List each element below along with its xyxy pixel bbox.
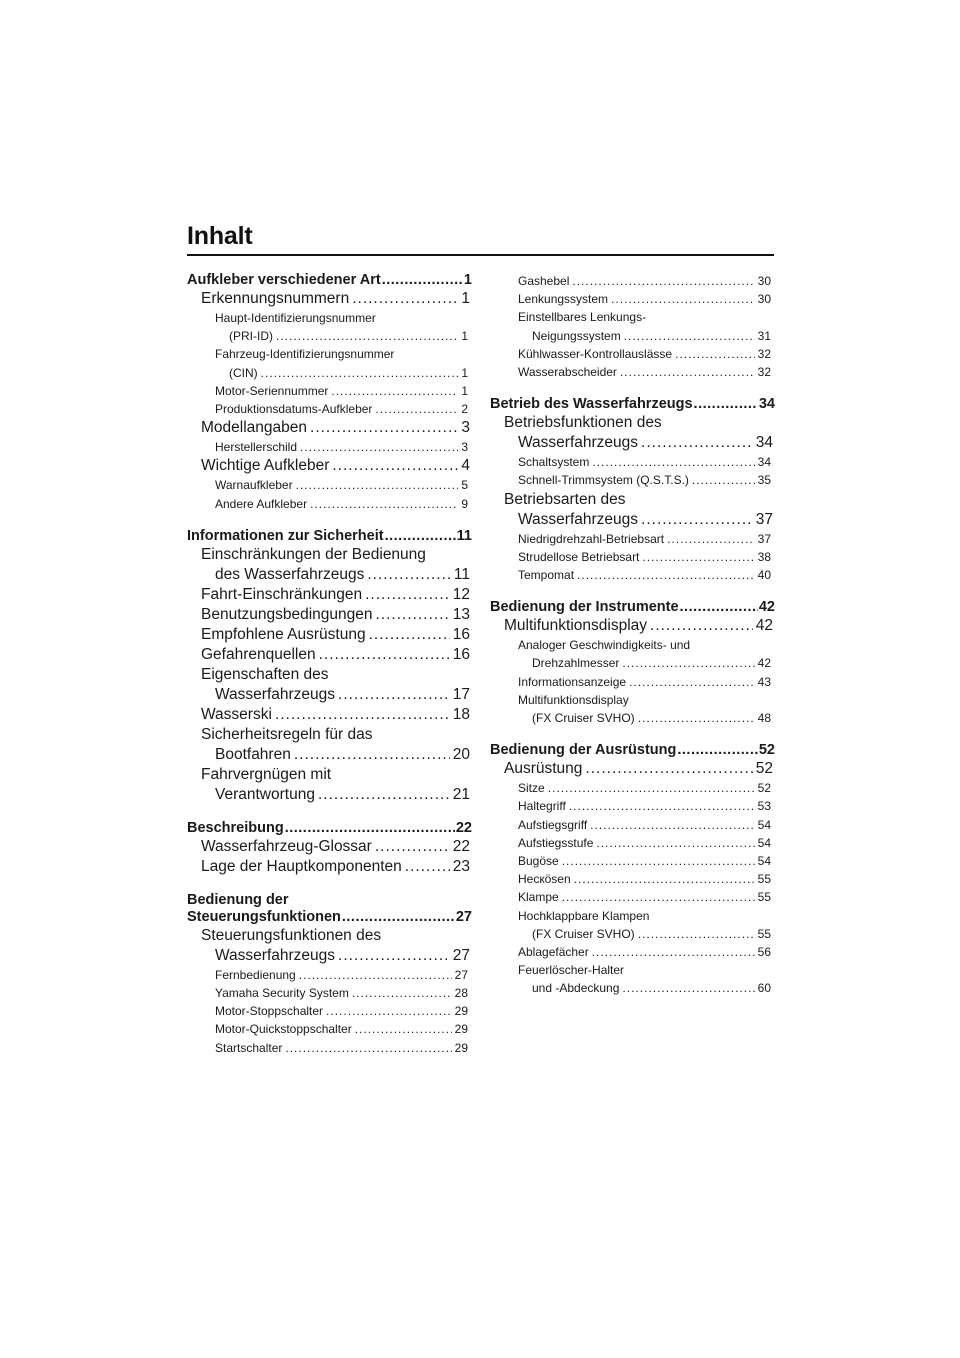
toc-entry-title: Wasserfahrzeug-Glossar (201, 837, 372, 855)
toc-page-number: 22 (455, 819, 472, 836)
toc-section-heading (187, 909, 472, 926)
toc-page-number: 5 (461, 478, 468, 493)
toc-entry (490, 548, 775, 566)
toc-entry-text: Multifunktionsdisplay (518, 692, 629, 707)
toc-entry-title: Bedienung der Instrumente (490, 599, 679, 616)
toc-entry-title: Herstellerschild (215, 440, 298, 455)
toc-entry-text: Einstellbares Lenkungs- (518, 310, 647, 325)
toc-page-number: 1 (461, 329, 468, 344)
toc-page-number: 28 (454, 986, 468, 1001)
toc-entry-title: Andere Aufkleber (215, 496, 308, 511)
dot-leader (369, 625, 450, 645)
toc-entry-text: Analoger Geschwindigkeits- und (518, 638, 691, 653)
dot-leader (572, 272, 754, 290)
toc-entry-title: Fernbedienung (215, 967, 296, 982)
toc-entry-title: Ablagefächer (518, 945, 589, 960)
toc-entry-title: Motor-Quickstoppschalter (215, 1022, 352, 1037)
toc-entry (490, 453, 775, 471)
toc-section-heading (490, 599, 775, 616)
toc-entry (187, 857, 472, 877)
toc-page-number: 31 (757, 328, 771, 343)
toc-entry-title: Modellangaben (201, 419, 308, 437)
toc-entry-text: Einschränkungen der Bedienung (201, 545, 426, 563)
toc-entry (490, 888, 775, 906)
dot-leader (367, 565, 451, 585)
toc-page-number: 52 (757, 781, 771, 796)
dot-leader (592, 453, 754, 471)
toc-entry-title: (PRI-ID) (229, 329, 273, 344)
toc-entry (490, 797, 775, 815)
toc-entry (187, 837, 472, 857)
toc-page-number: 52 (758, 742, 775, 759)
dot-leader (548, 779, 755, 797)
toc-entry (490, 654, 775, 672)
toc-page-number: 55 (757, 926, 771, 941)
toc-entry-title: Steuerungsfunktionen (187, 908, 341, 925)
toc-page-number: 42 (757, 656, 771, 671)
toc-entry (187, 289, 472, 309)
dot-leader (285, 1039, 451, 1057)
toc-page-number: 22 (452, 837, 470, 855)
toc-page-number: 2 (461, 402, 468, 417)
toc-entry-title: Wasserfahrzeugs (215, 946, 336, 964)
dot-leader (641, 510, 753, 530)
toc-page-number: 55 (757, 872, 771, 887)
toc-entry-text: Haupt-Identifizierungsnummer (215, 311, 376, 325)
toc-entry-title: Aufstiegsstufe (518, 835, 594, 850)
toc-entry-text: Betriebsfunktionen des (504, 414, 662, 432)
dot-leader (310, 495, 458, 513)
toc-entry (187, 645, 472, 665)
toc-entry-title: Wasserfahrzeugs (215, 685, 336, 703)
toc-entry (187, 585, 472, 605)
toc-page-number: 29 (454, 1040, 468, 1055)
toc-entry (187, 418, 472, 438)
dot-leader (562, 852, 755, 870)
toc-entry-title: (FX Cruiser SVHO) (532, 711, 635, 726)
toc-entry (490, 345, 775, 363)
toc-entry-text: Betriebsarten des (504, 490, 626, 508)
section-spacer (187, 805, 472, 820)
dot-leader (385, 528, 456, 545)
dot-leader (355, 1020, 452, 1038)
dot-leader (694, 396, 758, 413)
toc-page-number: 54 (757, 835, 771, 850)
toc-entry-text: Hochklappbare Klampen (518, 908, 650, 923)
dot-leader (642, 548, 754, 566)
toc-entry (490, 290, 775, 308)
dot-leader (352, 984, 452, 1002)
dot-leader (680, 599, 758, 616)
toc-page-number: 37 (755, 510, 773, 528)
toc-entry-title: Fahrt-Einschränkungen (201, 585, 363, 603)
dot-leader (296, 476, 459, 494)
toc-entry-title: Klampe (518, 890, 559, 905)
toc-page-number: 11 (456, 527, 472, 544)
toc-entry (490, 510, 775, 530)
dot-leader (326, 1002, 452, 1020)
toc-entry (187, 946, 472, 966)
toc-page-number: 43 (757, 674, 771, 689)
dot-leader (590, 816, 754, 834)
toc-page-number: 30 (757, 274, 771, 288)
toc-page-number: 4 (461, 457, 470, 475)
toc-entry-title: Gashebel (518, 274, 570, 288)
toc-entry-title: Schaltsystem (518, 455, 590, 470)
toc-entry-title: (CIN) (229, 365, 258, 380)
toc-entry-title: Tempomat (518, 568, 575, 583)
toc-entry (187, 382, 472, 400)
toc-entry-title: Wasserabscheider (518, 365, 617, 380)
dot-leader (405, 857, 450, 877)
toc-page-number: 23 (452, 857, 470, 875)
dot-leader (299, 966, 452, 984)
toc-entry-title: Neigungssystem (532, 328, 621, 343)
toc-entry (187, 476, 472, 494)
toc-entry (187, 605, 472, 625)
dot-leader (650, 616, 753, 636)
toc-entry-title: Beschreibung (187, 819, 284, 836)
toc-page-number: 27 (455, 908, 472, 925)
toc-entry-title: Wasserski (201, 705, 272, 723)
toc-entry (187, 1020, 472, 1038)
dot-leader (318, 785, 450, 805)
toc-entry-title: Erkennungsnummern (201, 290, 350, 307)
toc-entry (490, 272, 775, 290)
section-spacer (490, 584, 775, 599)
toc-entry (490, 673, 775, 691)
toc-entry-title: Lenkungssystem (518, 292, 609, 307)
toc-entry-title: Benutzungsbedingungen (201, 605, 373, 623)
toc-entry (187, 364, 472, 382)
toc-entry-title: Yamaha Security System (215, 986, 349, 1001)
dot-leader (342, 909, 455, 926)
dot-leader (310, 418, 458, 438)
title-divider (187, 254, 774, 256)
toc-entry-title: Lage der Hauptkomponenten (201, 857, 402, 875)
dot-leader (562, 888, 755, 906)
toc-entry-title: Hecкösen (518, 872, 571, 887)
toc-page-number: 42 (755, 617, 773, 635)
toc-page-number: 12 (452, 585, 470, 603)
toc-page-number: 60 (757, 981, 771, 996)
toc-entry-title: Warnaufkleber (215, 478, 293, 493)
page-title: Inhalt (187, 222, 253, 250)
toc-entry-title: und -Abdeckung (532, 981, 620, 996)
dot-leader (338, 685, 450, 705)
dot-leader (375, 400, 458, 418)
toc-entry-title: Aufstiegsgriff (518, 817, 588, 832)
toc-entry (490, 433, 775, 453)
toc-page-number: 16 (452, 645, 470, 663)
toc-entry-text: Steuerungsfunktionen des (201, 926, 382, 944)
toc-page-number: 35 (757, 473, 771, 488)
dot-leader (365, 585, 450, 605)
dot-leader (294, 745, 450, 765)
toc-entry (187, 438, 472, 456)
toc-page-number: 1 (461, 290, 470, 307)
toc-page-number: 27 (454, 967, 468, 982)
toc-entry (490, 759, 775, 779)
toc-page-number: 53 (757, 799, 771, 814)
toc-entry (490, 327, 775, 345)
toc-section-heading (490, 396, 775, 413)
toc-entry (187, 705, 472, 725)
toc-entry (187, 327, 472, 345)
dot-leader (585, 759, 752, 779)
toc-page-number: 29 (454, 1022, 468, 1037)
toc-entry (490, 709, 775, 727)
toc-entry (187, 625, 472, 645)
toc-page-number: 18 (452, 705, 470, 723)
toc-entry-title: Wasserfahrzeugs (518, 510, 639, 528)
toc-entry-title: Bootfahren (215, 745, 291, 763)
toc-column-left (187, 272, 472, 1057)
toc-entry (490, 816, 775, 834)
toc-entry-title: Bugöse (518, 854, 559, 869)
dot-leader (338, 946, 450, 966)
toc-page-number: 3 (461, 440, 468, 455)
toc-page-number: 32 (757, 346, 771, 361)
toc-entry (187, 1002, 472, 1020)
dot-leader (261, 364, 459, 382)
dot-leader (675, 345, 755, 363)
toc-entry-title: Aufkleber verschiedener Art (187, 272, 381, 288)
toc-page-number: 32 (757, 365, 771, 380)
toc-entry-title: Empfohlene Ausrüstung (201, 625, 366, 643)
toc-page-number: 34 (755, 434, 773, 452)
dot-leader (352, 289, 458, 309)
toc-entry (490, 870, 775, 888)
dot-leader (667, 530, 755, 548)
toc-entry (187, 745, 472, 765)
section-spacer (187, 513, 472, 528)
toc-entry (187, 685, 472, 705)
dot-leader (624, 327, 755, 345)
toc-section-heading (187, 272, 472, 289)
dot-leader (638, 709, 755, 727)
dot-leader (641, 433, 753, 453)
toc-page-number: 54 (757, 817, 771, 832)
dot-leader (319, 645, 450, 665)
dot-leader (332, 456, 458, 476)
toc-entry (187, 785, 472, 805)
toc-entry-title: Sitze (518, 781, 545, 796)
toc-entry-text: Feuerlöscher-Halter (518, 963, 625, 978)
dot-leader (376, 605, 450, 625)
dot-leader (611, 290, 755, 308)
toc-entry-text: Eigenschaften des (201, 665, 329, 683)
toc-entry-title: Bedienung der Ausrüstung (490, 742, 677, 759)
toc-page-number: 34 (757, 455, 771, 470)
toc-page-number: 40 (757, 568, 771, 583)
toc-page-number: 38 (757, 549, 771, 564)
dot-leader (622, 979, 754, 997)
toc-entry-title: Gefahrenquellen (201, 645, 316, 663)
dot-leader (692, 471, 755, 489)
toc-entry-title: Informationen zur Sicherheit (187, 527, 384, 544)
toc-page-number: 1 (463, 272, 472, 288)
toc-entry (490, 616, 775, 636)
toc-column-right (490, 272, 775, 998)
dot-leader (577, 566, 755, 584)
dot-leader (300, 438, 458, 456)
toc-page-number: 54 (757, 854, 771, 869)
toc-entry-text: Fahrvergnügen mit (201, 765, 332, 783)
toc-entry (490, 566, 775, 584)
toc-entry-title: Verantwortung (215, 785, 315, 803)
toc-page-number: 3 (461, 419, 470, 437)
toc-page-number: 52 (755, 760, 773, 778)
toc-entry-title: Multifunktionsdisplay (504, 617, 648, 635)
dot-leader (275, 705, 450, 725)
toc-entry (490, 363, 775, 381)
toc-entry (490, 925, 775, 943)
dot-leader (569, 797, 755, 815)
dot-leader (592, 943, 755, 961)
toc-page-number: 9 (461, 496, 468, 511)
dot-leader (574, 870, 755, 888)
toc-section-heading (490, 742, 775, 759)
toc-page-number: 13 (452, 605, 470, 623)
dot-leader (285, 820, 455, 837)
toc-entry (187, 1039, 472, 1057)
dot-leader (375, 837, 450, 857)
toc-page-number: 17 (452, 685, 470, 703)
dot-leader (382, 272, 463, 289)
toc-page-number: 55 (757, 890, 771, 905)
section-spacer (490, 727, 775, 742)
toc-entry (187, 400, 472, 418)
dot-leader (331, 382, 458, 400)
toc-page-number: 20 (452, 745, 470, 763)
dot-leader (276, 327, 458, 345)
toc-entry-text: Fahrzeug-Identifizierungsnummer (215, 347, 395, 362)
dot-leader (677, 742, 758, 759)
toc-entry (187, 966, 472, 984)
toc-entry (490, 530, 775, 548)
toc-page-number: 21 (452, 785, 470, 803)
toc-entry (490, 979, 775, 997)
toc-page-number: 37 (757, 531, 771, 546)
dot-leader (638, 925, 755, 943)
toc-entry (187, 565, 472, 585)
toc-page-number: 1 (461, 383, 468, 398)
toc-page-number: 56 (757, 945, 771, 960)
toc-entry-title: Wichtige Aufkleber (201, 457, 330, 475)
toc-entry (490, 943, 775, 961)
toc-page-number: 16 (452, 625, 470, 643)
toc-page-number: 11 (453, 565, 470, 583)
toc-entry-title: Ausrüstung (504, 760, 583, 778)
toc-entry (490, 779, 775, 797)
toc-page-number: 1 (461, 365, 468, 380)
toc-page-number: 34 (758, 396, 775, 413)
dot-leader (622, 654, 754, 672)
toc-entry (187, 495, 472, 513)
toc-entry-title: Motor-Stoppschalter (215, 1004, 324, 1019)
toc-entry-title: Drehzahlmesser (532, 656, 620, 671)
section-spacer (187, 877, 472, 892)
toc-page-number: 48 (757, 711, 771, 726)
toc-entry-title: Niedrigdrehzahl-Betriebsart (518, 531, 665, 546)
toc-entry-title: Kühlwasser-Kontrollauslässe (518, 346, 673, 361)
toc-entry (490, 471, 775, 489)
toc-page-number: 42 (758, 599, 775, 616)
toc-entry-title: Betrieb des Wasserfahrzeugs (490, 396, 693, 413)
toc-entry-title: Wasserfahrzeugs (518, 434, 639, 452)
toc-page-number: 29 (454, 1004, 468, 1019)
toc-entry-title: des Wasserfahrzeugs (215, 565, 365, 583)
toc-entry-title: Informationsanzeige (518, 674, 627, 689)
toc-section-heading: Bedienung der (187, 891, 289, 908)
toc-entry-title: Schnell-Trimmsystem (Q.S.T.S.) (518, 473, 689, 488)
toc-page-number: 27 (452, 946, 470, 964)
toc-entry-title: Produktionsdatums-Aufkleber (215, 402, 373, 417)
toc-entry-title: (FX Cruiser SVHO) (532, 926, 635, 941)
dot-leader (629, 673, 755, 691)
toc-entry (490, 834, 775, 852)
toc-entry (187, 984, 472, 1002)
toc-entry-title: Startschalter (215, 1040, 283, 1055)
toc-entry-title: Haltegriff (518, 799, 566, 814)
section-spacer (490, 381, 775, 396)
toc-entry (187, 456, 472, 476)
toc-section-heading (187, 528, 472, 545)
toc-entry (490, 852, 775, 870)
toc-entry-text: Sicherheitsregeln für das (201, 725, 373, 743)
toc-page-number: 30 (757, 292, 771, 307)
dot-leader (620, 363, 755, 381)
toc-entry-title: Strudellose Betriebsart (518, 549, 640, 564)
toc-entry-title: Motor-Seriennummer (215, 383, 329, 398)
toc-section-heading (187, 820, 472, 837)
dot-leader (596, 834, 754, 852)
